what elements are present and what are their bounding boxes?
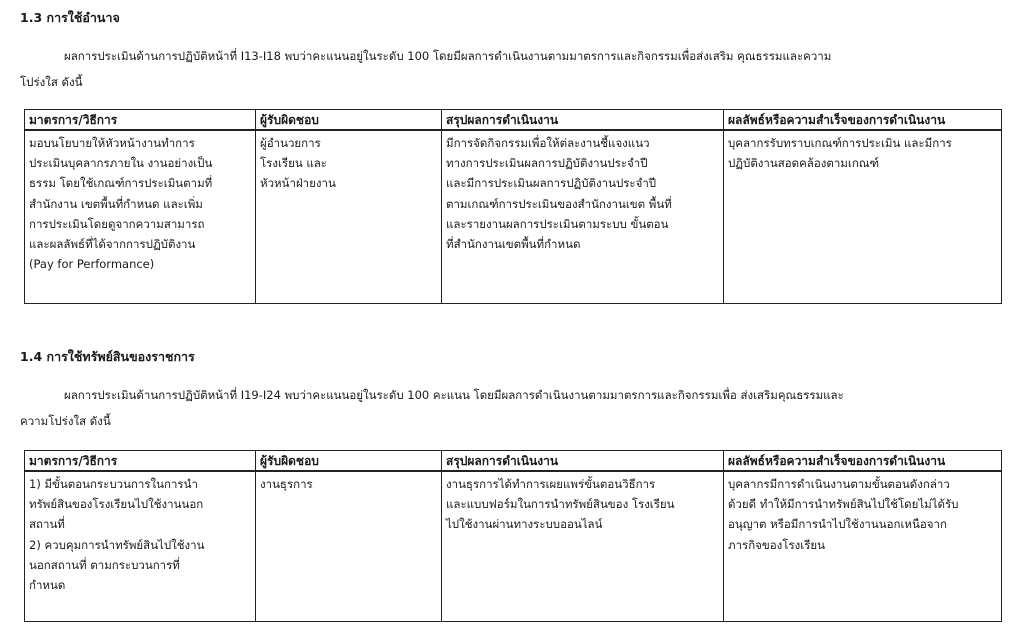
table-header-row [25, 451, 1002, 472]
cell-text-line: บุคลากรรับทราบเกณฑ์การประเมิน และมีการ [728, 136, 952, 150]
cell-text-line: และผลลัพธ์ที่ได้จากการปฏิบัติงาน [29, 237, 196, 252]
header-measure: มาตรการ/วิธีการ [25, 451, 256, 472]
cell-text-line: การประเมินโดยดูจากความสามารถ [29, 216, 205, 231]
header-summary: สรุปผลการดำเนินงาน [442, 110, 724, 131]
cell-measure [25, 471, 256, 621]
section-13-table [24, 109, 1002, 304]
cell-text-line: 1) มีขั้นตอนกระบวนการในการนำ [29, 477, 198, 491]
cell-text-line: อนุญาต หรือมีการนำไปใช้งานนอกเหนือจาก [728, 517, 947, 532]
cell-text-line: งานธุรการ [260, 477, 313, 491]
cell-responsible [256, 130, 442, 303]
section-14-heading: 1.4 การใช้ทรัพย์สินของราชการ [20, 349, 195, 364]
table-header-row [25, 110, 1002, 131]
cell-measure [25, 130, 256, 303]
cell-text-line: มอบนโยบายให้หัวหน้างานทำการ [29, 136, 195, 150]
cell-text-line: ภารกิจของโรงเรียน [728, 537, 825, 552]
header-outcome: ผลลัพธ์หรือความสำเร็จของการดำเนินงาน [724, 451, 1002, 472]
cell-text-line: งานธุรการได้ทำการเผยแพร่ขั้นตอนวิธีการ [446, 477, 656, 491]
cell-outcome [724, 130, 1002, 303]
section-14-paragraph-line-2: ความโปร่งใส ดังนี้ [20, 414, 111, 428]
header-summary: สรุปผลการดำเนินงาน [442, 451, 724, 472]
cell-text-line: บุคลากรมีการดำเนินงานตามขั้นตอนดังกล่าว [728, 477, 950, 491]
cell-text-line: ธรรม โดยใช้เกณฑ์การประเมินตามที่ [29, 176, 213, 191]
cell-text-line: กำหนด [29, 578, 66, 593]
cell-text-line: ประเมินบุคลากรภายใน งานอย่างเป็น [29, 156, 213, 171]
cell-text-line: สถานที่ [29, 517, 65, 532]
cell-text-line: 2) ควบคุมการนำทรัพย์สินไปใช้งาน [29, 537, 205, 552]
section-13-paragraph-line-1: ผลการประเมินด้านการปฏิบัติหน้าที่ I13-I18 พบว่าคะแนนอยู่ในระดับ 100 โดยมีผลการดำเนินงานตามมาตรการและกิจกรรมเพื่อส่งเสริม คุณธรรมและความ [64, 49, 832, 63]
cell-text-line: ที่สำนักงานเขตพื้นที่กำหนด [446, 237, 581, 252]
header-responsible: ผู้รับผิดชอบ [256, 110, 442, 131]
cell-text-line: และรายงานผลการประเมินตามระบบ ขั้นตอน [446, 216, 669, 231]
cell-text-line: ทรัพย์สินของโรงเรียนไปใช้งานนอก [29, 497, 204, 512]
cell-text-line: หัวหน้าฝ่ายงาน [260, 176, 336, 191]
header-outcome: ผลลัพธ์หรือความสำเร็จของการดำเนินงาน [724, 110, 1002, 131]
cell-summary [442, 130, 724, 303]
cell-text-line: โรงเรียน และ [260, 156, 327, 171]
cell-summary [442, 471, 724, 621]
table-row [25, 130, 1002, 303]
cell-text-line: ไปใช้งานผ่านทางระบบออนไลน์ [446, 517, 603, 532]
section-14-paragraph [20, 382, 1005, 434]
cell-text-line: และมีการประเมินผลการปฏิบัติงานประจำปี [446, 176, 657, 191]
cell-text-line: และแบบฟอร์มในการนำทรัพย์สินของ โรงเรียน [446, 497, 675, 512]
cell-text-line: (Pay for Performance) [29, 257, 155, 272]
header-measure: มาตรการ/วิธีการ [25, 110, 256, 131]
section-13-paragraph-line-2: โปร่งใส ดังนี้ [20, 75, 83, 89]
section-14-table [24, 450, 1002, 622]
cell-text-line: ด้วยดี ทำให้มีการนำทรัพย์สินไปใช้โดยไม่ได้รับ [728, 497, 959, 512]
cell-text-line: ปฏิบัติงานสอดคล้องตามเกณฑ์ [728, 156, 879, 171]
cell-text-line: ผู้อำนวยการ [260, 136, 321, 150]
section-13-heading: 1.3 การใช้อำนาจ [20, 10, 120, 25]
cell-text-line: สำนักงาน เขตพื้นที่กำหนด และเพิ่ม [29, 196, 203, 211]
cell-text-line: มีการจัดกิจกรรมเพื่อให้ต่ละงานชี้แจงแนว [446, 136, 650, 150]
table-row [25, 471, 1002, 621]
section-14-paragraph-line-1: ผลการประเมินด้านการปฏิบัติหน้าที่ I19-I24 พบว่าคะแนนอยู่ในระดับ 100 คะแนน โดยมีผลการดำเนินงานตามมาตรการและกิจกรรมเพื่อ ส่งเสริมคุณธรรมและ [64, 388, 844, 402]
header-responsible: ผู้รับผิดชอบ [256, 451, 442, 472]
cell-responsible [256, 471, 442, 621]
cell-text-line: ทางการประเมินผลการปฏิบัติงานประจำปี [446, 156, 648, 171]
section-13-paragraph [20, 43, 1005, 95]
cell-text-line: ตามเกณฑ์การประเมินของสำนักงานเขต พื้นที่ [446, 196, 672, 211]
cell-text-line: นอกสถานที่ ตามกระบวนการที่ [29, 557, 180, 572]
cell-outcome [724, 471, 1002, 621]
